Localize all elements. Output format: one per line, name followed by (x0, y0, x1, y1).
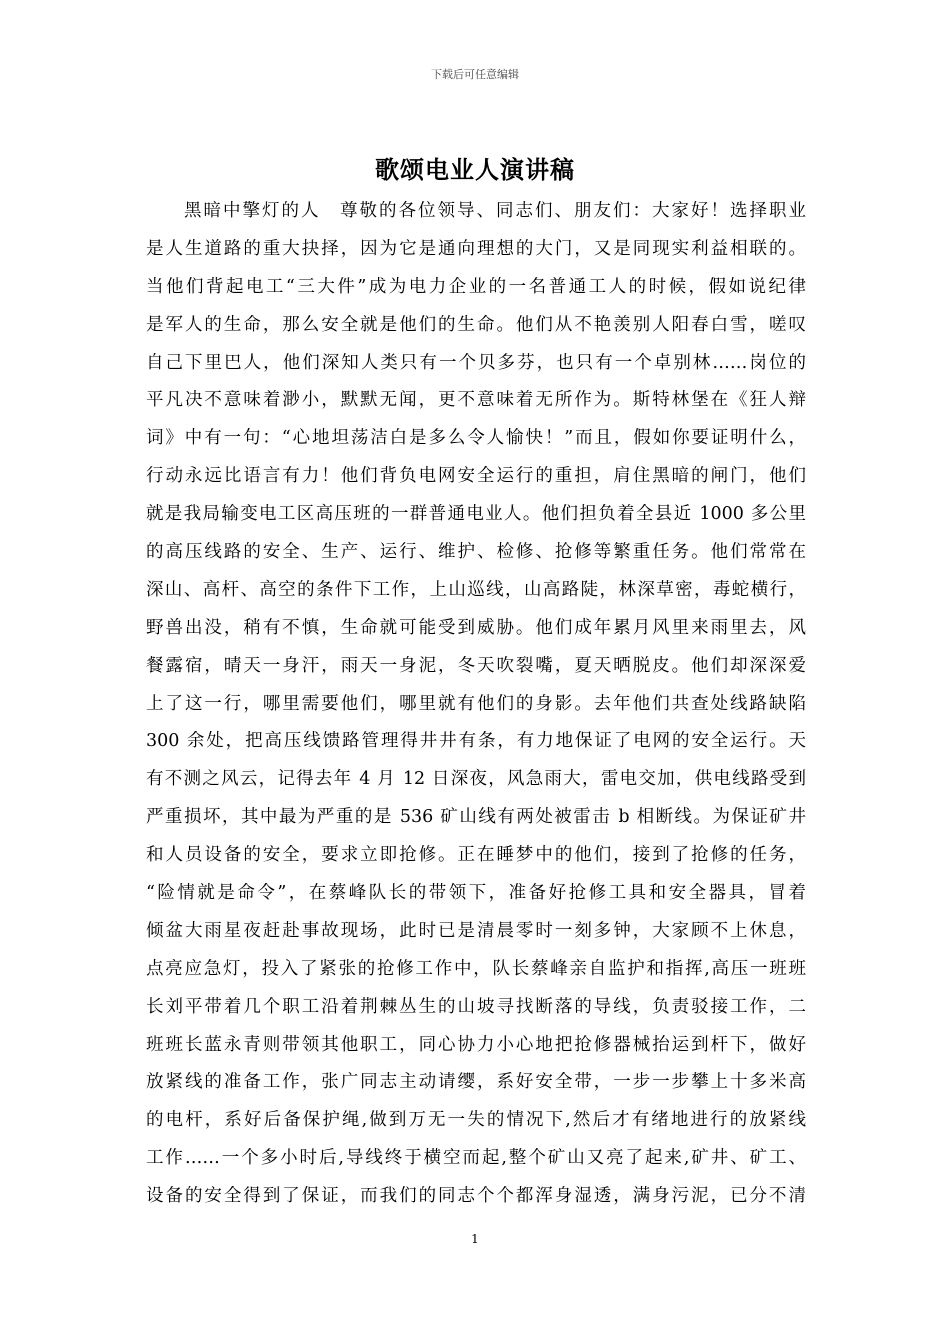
body-line: 深山、高杆、高空的条件下工作，上山巡线，山高路陡，林深草密，毒蛇横行， (146, 579, 806, 600)
body-line: 是人生道路的重大抉择，因为它是通向理想的大门，又是同现实利益相联的。 (146, 238, 806, 259)
body-line: 点亮应急灯，投入了紧张的抢修工作中，队长蔡峰亲自监护和指挥,高压一班班 (146, 958, 806, 979)
page-header: 下载后可任意编辑 (431, 68, 519, 81)
body-line: 和人员设备的安全，要求立即抢修。正在睡梦中的他们，接到了抢修的任务， (146, 845, 806, 866)
body-line: 黑暗中擎灯的人 尊敬的各位领导、同志们、朋友们：大家好！选择职业 (184, 201, 806, 221)
body-line: 工作……一个多小时后,导线终于横空而起,整个矿山又亮了起来,矿井、矿工、 (146, 1148, 806, 1169)
body-line: 300 余处，把高压线馈路管理得井井有条，有力地保证了电网的安全运行。天 (146, 731, 806, 752)
body-line: 的高压线路的安全、生产、运行、维护、检修、抢修等繁重任务。他们常常在 (146, 542, 806, 563)
body-line: 上了这一行，哪里需要他们，哪里就有他们的身影。去年他们共查处线路缺陷 (146, 693, 806, 714)
body-line: “险情就是命令”，在蔡峰队长的带领下，准备好抢修工具和安全器具，冒着 (146, 883, 806, 904)
document-title: 歌颂电业人演讲稿 (375, 155, 575, 184)
document-body (146, 193, 806, 1216)
body-line: 就是我局输变电工区高压班的一群普通电业人。他们担负着全县近 1000 多公里 (146, 504, 806, 525)
body-line: 行动永远比语言有力！他们背负电网安全运行的重担，肩住黑暗的闸门，他们 (146, 466, 806, 487)
body-line: 餐露宿，晴天一身汗，雨天一身泥，冬天吹裂嘴，夏天晒脱皮。他们却深深爱 (146, 655, 806, 676)
page-number: 1 (471, 1232, 479, 1246)
body-line: 长刘平带着几个职工沿着荆棘丛生的山坡寻找断落的导线，负责驳接工作，二 (146, 996, 806, 1017)
body-line: 自己下里巴人，他们深知人类只有一个贝多芬，也只有一个卓别林……岗位的 (146, 352, 806, 373)
body-line: 有不测之风云，记得去年 4 月 12 日深夜，风急雨大，雷电交加，供电线路受到 (146, 769, 806, 790)
body-line: 是军人的生命，那么安全就是他们的生命。他们从不艳羡别人阳春白雪，嗟叹 (146, 314, 806, 335)
body-line: 野兽出没，稍有不慎，生命就可能受到威胁。他们成年累月风里来雨里去，风 (146, 617, 806, 638)
body-line: 词》中有一句：“心地坦荡洁白是多么令人愉快！”而且，假如你要证明什么， (146, 428, 806, 449)
body-line: 严重损坏，其中最为严重的是 536 矿山线有两处被雷击 b 相断线。为保证矿井 (146, 807, 806, 828)
body-line: 倾盆大雨星夜赶赴事故现场，此时已是清晨零时一刻多钟，大家顾不上休息， (146, 920, 806, 941)
body-line: 设备的安全得到了保证，而我们的同志个个都浑身湿透，满身污泥，已分不清 (146, 1186, 806, 1207)
body-line: 的电杆，系好后备保护绳,做到万无一失的情况下,然后才有绪地进行的放紧线 (146, 1110, 806, 1131)
body-line: 放紧线的准备工作，张广同志主动请缨，系好安全带，一步一步攀上十多米高 (146, 1072, 806, 1093)
body-line: 当他们背起电工“三大件”成为电力企业的一名普通工人的时候，假如说纪律 (146, 276, 806, 297)
body-line: 平凡决不意味着渺小，默默无闻，更不意味着无所作为。斯特林堡在《狂人辩 (146, 390, 806, 411)
body-line: 班班长蓝永青则带领其他职工，同心协力小心地把抢修器械抬运到杆下，做好 (146, 1034, 806, 1055)
